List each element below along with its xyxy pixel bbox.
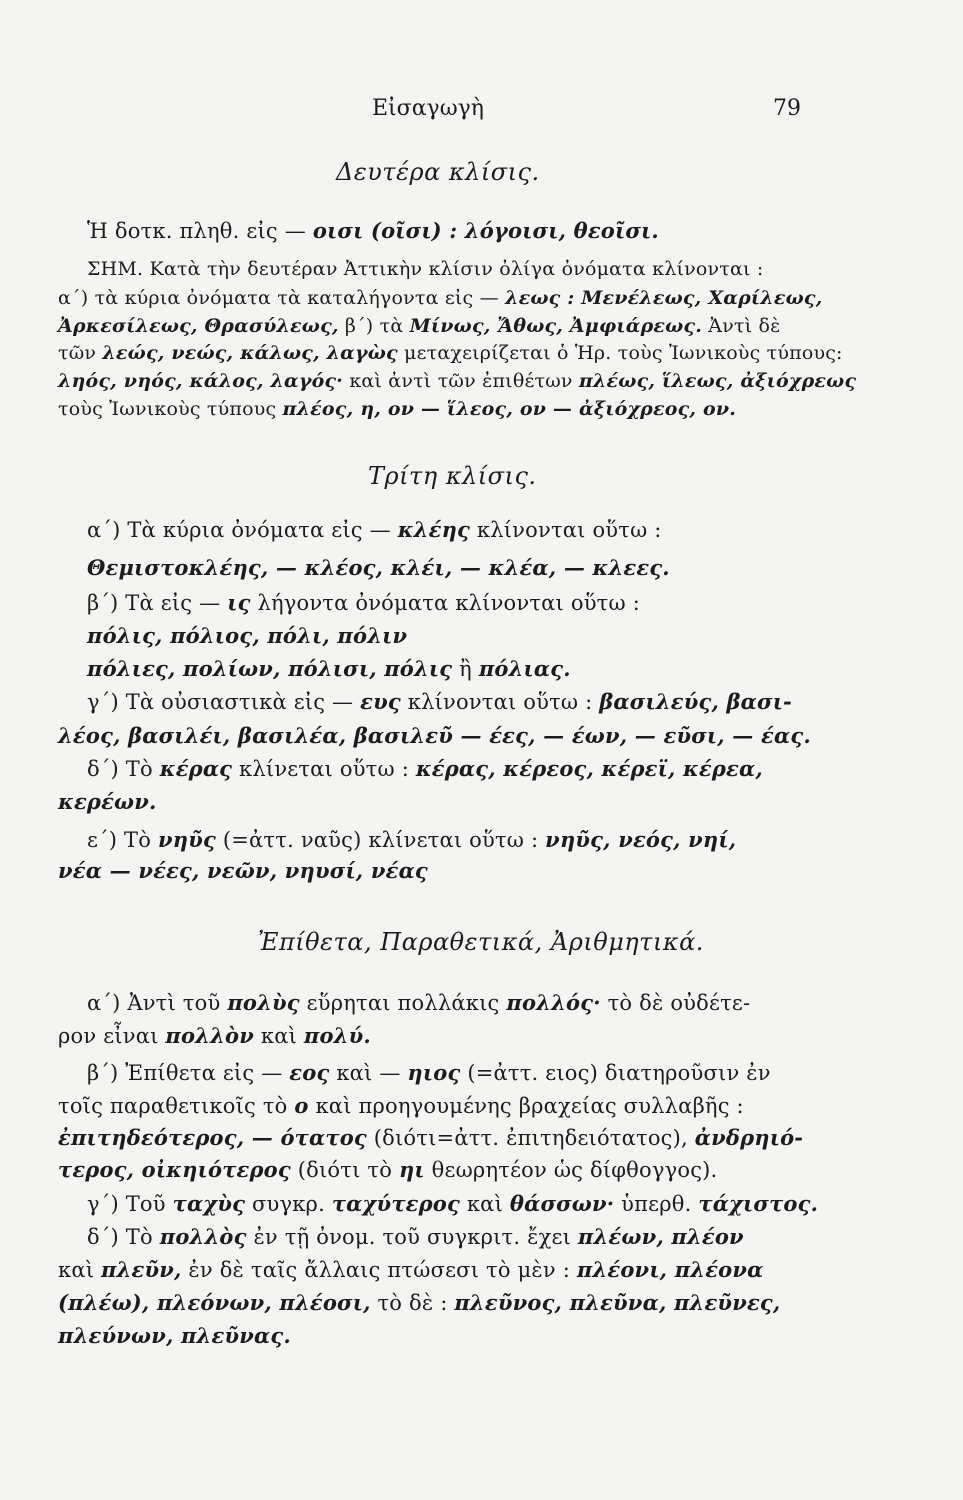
section-title: Τρίτη κλίσις. bbox=[368, 462, 537, 490]
text-line bbox=[87, 623, 827, 649]
greek-form: νέα — νέες, νεῶν, νηυσί, νέας bbox=[58, 858, 428, 883]
greek-form: πλέως, ἵλεως, ἀξιόχρεως bbox=[578, 370, 857, 392]
text-line bbox=[58, 1323, 798, 1349]
greek-form: πλέων, πλέον bbox=[577, 1224, 744, 1249]
text-line bbox=[58, 340, 843, 366]
plain-text: Ἀντὶ δὲ bbox=[702, 315, 781, 337]
greek-form: ταχύτερος bbox=[331, 1191, 460, 1216]
greek-form: πλέονι, πλέονα bbox=[576, 1257, 764, 1282]
greek-form: πολλός· bbox=[506, 990, 601, 1015]
greek-form: πολύ. bbox=[303, 1023, 371, 1048]
text-line bbox=[87, 590, 827, 616]
text-line bbox=[58, 285, 823, 311]
plain-text: τοὺς Ἰωνικοὺς τύπους bbox=[58, 398, 283, 420]
text-line bbox=[87, 555, 827, 581]
plain-text: (διότι=ἀττ. ἐπιτηδειότατος), bbox=[366, 1126, 695, 1150]
text-line bbox=[87, 1060, 827, 1086]
greek-form: Μίνως, Ἄθως, Ἀμφιάρεως. bbox=[409, 315, 703, 337]
plain-text: καὶ — bbox=[329, 1061, 408, 1085]
text-line bbox=[58, 1157, 798, 1183]
plain-text: καὶ προηγουμένης βραχείας συλλαβῆς : bbox=[308, 1094, 744, 1118]
greek-form: ο bbox=[294, 1093, 309, 1118]
plain-text: ΣΗΜ. Κατὰ τὴν δευτέραν Ἀττικὴν κλίσιν ὀλίγα ὀνόματα κλίνονται : bbox=[87, 258, 764, 280]
plain-text: θεωρητέον ὡς δίφθογγος). bbox=[424, 1158, 718, 1182]
greek-form: τερος, οἰκηιότερος bbox=[58, 1157, 291, 1182]
plain-text: Ἡ δοτκ. πληθ. εἰς — bbox=[87, 219, 313, 243]
plain-text: τῶν bbox=[58, 342, 103, 364]
plain-text: α΄) τὰ κύρια ὀνόματα τὰ καταλήγοντα εἰς — bbox=[58, 287, 506, 309]
text-line bbox=[87, 517, 827, 543]
greek-form: οισι (οῖσι) : λόγοισι, θεοῖσι. bbox=[312, 218, 659, 243]
text-line bbox=[87, 218, 827, 244]
greek-form: ἐπιτηδεότερος, — ότατος bbox=[58, 1125, 367, 1150]
greek-form: κέρας bbox=[159, 756, 233, 781]
greek-form: λεώς, νεώς, κάλως, λαγὼς bbox=[102, 342, 398, 364]
greek-form: κέρας, κέρεος, κέρεϊ, κέρεα, bbox=[415, 756, 763, 781]
greek-form: πολλὸς bbox=[159, 1224, 247, 1249]
running-header-title: Εἰσαγωγὴ bbox=[372, 96, 484, 121]
greek-form: λέος, βασιλέι, βασιλέα, βασιλεῦ — έες, — έων, — εῦσι, — έας. bbox=[58, 723, 811, 748]
plain-text: τὸ δὲ οὐδέτε- bbox=[600, 991, 751, 1015]
text-line bbox=[58, 1125, 804, 1151]
plain-text: καὶ ἀντὶ τῶν ἐπιθέτων bbox=[343, 370, 579, 392]
greek-form: λεως : Μενέλεως, Χαρίλεως, bbox=[505, 287, 823, 309]
plain-text: ὑπερθ. bbox=[614, 1192, 699, 1216]
greek-form: θάσσων· bbox=[509, 1191, 615, 1216]
plain-text: (διότι τὸ bbox=[290, 1158, 399, 1182]
greek-form: (πλέω), πλεόνων, πλέοσι, bbox=[58, 1290, 371, 1315]
plain-text: δ΄) Τὸ bbox=[87, 757, 160, 781]
plain-text: κλίνονται οὕτω : bbox=[400, 690, 600, 714]
plain-text: γ΄) Τοῦ bbox=[87, 1192, 173, 1216]
plain-text: καὶ bbox=[254, 1024, 304, 1048]
greek-form: πόλιας. bbox=[478, 656, 571, 681]
greek-form: ις bbox=[227, 590, 251, 615]
plain-text: καὶ bbox=[459, 1192, 510, 1216]
page-number: 79 bbox=[773, 96, 801, 121]
plain-text: συγκρ. bbox=[245, 1192, 332, 1216]
plain-text: (=ἀττ. ναῦς) κλίνεται οὕτω : bbox=[215, 828, 546, 852]
text-line bbox=[58, 723, 811, 749]
text-line bbox=[58, 313, 798, 339]
greek-form: κλέης bbox=[397, 517, 471, 542]
plain-text: β΄) Ἐπίθετα εἰς — bbox=[87, 1061, 290, 1085]
text-line bbox=[58, 858, 798, 884]
greek-form: Θεμιστοκλέης, — κλέος, κλέι, — κλέα, — κλεες. bbox=[87, 555, 670, 580]
text-line bbox=[87, 689, 827, 715]
greek-form: πλεῦν, bbox=[101, 1257, 182, 1282]
text-line bbox=[58, 368, 857, 394]
plain-text: ἐν δὲ ταῖς ἄλλαις πτώσεσι τὸ μὲν : bbox=[181, 1258, 577, 1282]
text-line bbox=[58, 789, 798, 815]
plain-text: (=ἀττ. ειος) διατηροῦσιν ἐν bbox=[460, 1061, 771, 1085]
plain-text: τοῖς παραθετικοῖς τὸ bbox=[58, 1094, 295, 1118]
greek-form: κερέων. bbox=[58, 789, 157, 814]
greek-form: Ἀρκεσίλεως, Θρασύλεως, bbox=[58, 315, 339, 337]
greek-form: εος bbox=[289, 1060, 330, 1085]
greek-form: βασιλεύς, βασι- bbox=[599, 689, 792, 714]
greek-form: ληός, νηός, κάλος, λαγός· bbox=[58, 370, 344, 392]
plain-text: ἢ bbox=[452, 657, 479, 681]
greek-form: ευς bbox=[360, 689, 401, 714]
greek-form: νηῦς, νεός, νηί, bbox=[545, 827, 737, 852]
plain-text: δ΄) Τὸ bbox=[87, 1225, 160, 1249]
plain-text: ρον εἶναι bbox=[58, 1024, 166, 1048]
greek-form: πόλιες, πολίων, πόλισι, πόλις bbox=[87, 656, 453, 681]
greek-form: πλεῦνος, πλεῦνα, πλεῦνες, bbox=[454, 1290, 781, 1315]
plain-text: β΄) Τὰ εἰς — bbox=[87, 591, 228, 615]
section-title: Δευτέρα κλίσις. bbox=[336, 158, 540, 186]
plain-text: μεταχειρίζεται ὁ Ἡρ. τοὺς Ἰωνικοὺς τύπους: bbox=[397, 342, 843, 364]
greek-form: τάχιστος. bbox=[698, 1191, 819, 1216]
greek-form: πόλις, πόλιος, πόλι, πόλιν bbox=[87, 623, 408, 648]
text-line bbox=[87, 656, 827, 682]
greek-form: πλεύνων, πλεῦνας. bbox=[58, 1323, 291, 1348]
text-line bbox=[58, 1023, 798, 1049]
plain-text: τὸ δὲ : bbox=[370, 1291, 455, 1315]
plain-text: λήγοντα ὀνόματα κλίνονται οὕτω : bbox=[250, 591, 640, 615]
plain-text: α΄) Ἀντὶ τοῦ bbox=[87, 991, 228, 1015]
text-line bbox=[87, 256, 827, 282]
text-line bbox=[87, 756, 827, 782]
text-line bbox=[87, 1191, 827, 1217]
greek-form: νηῦς bbox=[157, 827, 216, 852]
text-line bbox=[58, 1257, 798, 1283]
text-line bbox=[58, 1290, 798, 1316]
greek-form: πλέος, η, ον — ἵλεος, ον — ἀξιόχρεος, ον. bbox=[282, 398, 737, 420]
text-line bbox=[87, 990, 827, 1016]
greek-form: ἀνδρηιό- bbox=[694, 1125, 804, 1150]
plain-text: ἐν τῇ ὀνομ. τοῦ συγκριτ. ἔχει bbox=[246, 1225, 578, 1249]
greek-form: πολὺς bbox=[227, 990, 300, 1015]
plain-text: καὶ bbox=[58, 1258, 102, 1282]
text-line bbox=[87, 827, 827, 853]
text-line bbox=[58, 396, 798, 422]
text-line bbox=[58, 1093, 798, 1119]
greek-form: ηιος bbox=[407, 1060, 461, 1085]
plain-text: εὕρηται πολλάκις bbox=[299, 991, 507, 1015]
greek-form: πολλὸν bbox=[165, 1023, 255, 1048]
plain-text: κλίνονται οὕτω : bbox=[470, 518, 662, 542]
plain-text: ε΄) Τὸ bbox=[87, 828, 158, 852]
plain-text: κλίνεται οὕτω : bbox=[232, 757, 416, 781]
greek-form: ηι bbox=[398, 1157, 425, 1182]
text-line bbox=[87, 1224, 827, 1250]
plain-text: γ΄) Τὰ οὐσιαστικὰ εἰς — bbox=[87, 690, 361, 714]
plain-text: β΄) τὰ bbox=[338, 315, 410, 337]
section-title: Ἐπίθετα, Παραθετικά, Ἀριθμητικά. bbox=[258, 928, 704, 956]
plain-text: α΄) Τὰ κύρια ὀνόματα εἰς — bbox=[87, 518, 398, 542]
greek-form: ταχὺς bbox=[172, 1191, 246, 1216]
